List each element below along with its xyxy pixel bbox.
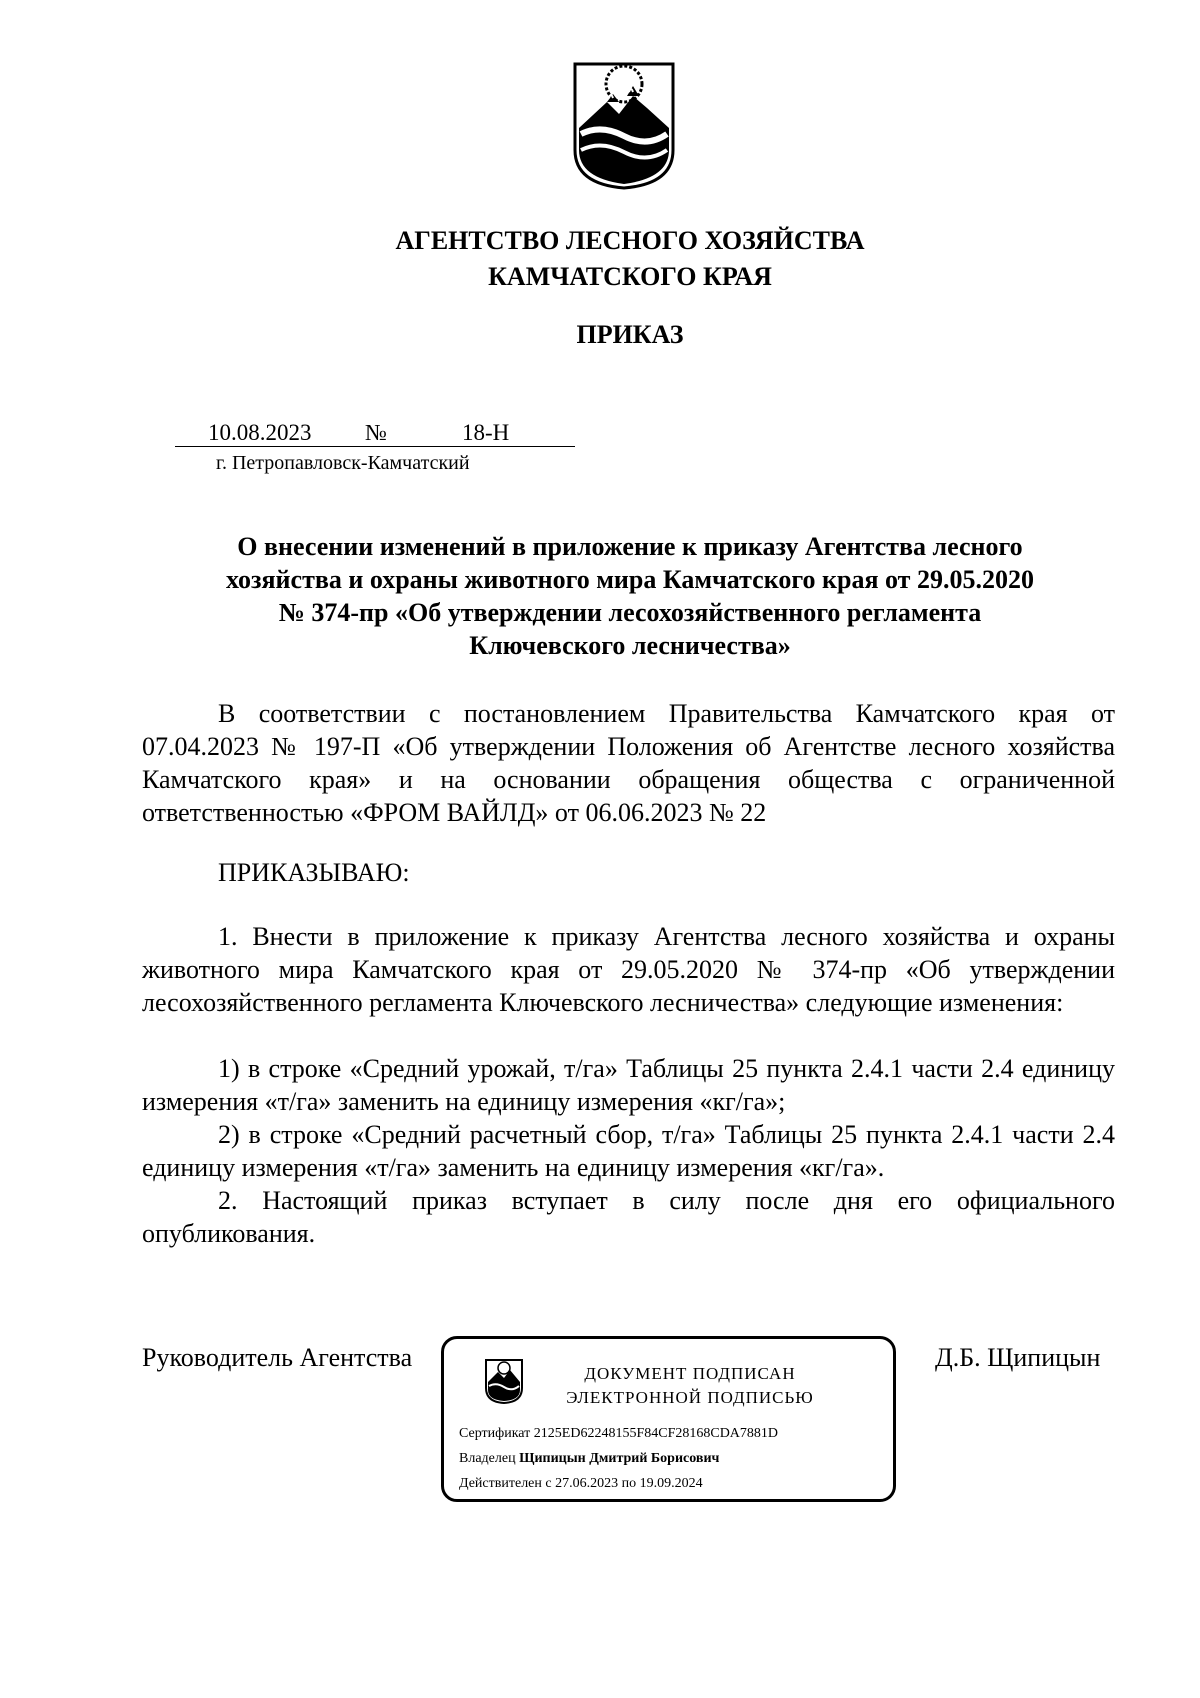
stamp-title-line1: ДОКУМЕНТ ПОДПИСАН	[584, 1364, 796, 1383]
agency-name-line2: КАМЧАТСКОГО КРАЯ	[488, 262, 772, 291]
subject-line: О внесении изменений в приложение к приказу Агентства лесного	[237, 532, 1023, 561]
item-2-paragraph: 2. Настоящий приказ вступает в силу после дня его официального опубликования.	[142, 1186, 1115, 1248]
valid-from-date: 27.06.2023	[555, 1476, 619, 1491]
city-label: г. Петропавловск-Камчатский	[216, 452, 470, 474]
preamble-paragraph: В соответствии с постановлением Правительства Камчатского края от 07.04.2023 № 197-П «Об утверждении Положения об Агентстве лесного хозяйства Камчатского края» и на основании обращения общества с ограниченной ответственностью «ФРОМ ВАЙЛД» от 06.06.2023 № 22	[142, 699, 1115, 827]
certificate-value: 2125ED62248155F84CF28168CDA7881D	[533, 1426, 779, 1441]
agency-name-line1: АГЕНТСТВО ЛЕСНОГО ХОЗЯЙСТВА	[395, 226, 865, 255]
subject-line: Ключевского лесничества»	[469, 631, 791, 660]
stamp-title-line2: ЭЛЕКТРОННОЙ ПОДПИСЬЮ	[566, 1388, 814, 1407]
order-number: 18-Н	[462, 420, 510, 445]
document-type-title: ПРИКАЗ	[576, 320, 684, 349]
order-subject	[150, 530, 1110, 662]
certificate-label: Сертификат	[459, 1426, 531, 1441]
valid-to-label: по	[621, 1476, 637, 1491]
kamchatka-emblem	[571, 58, 677, 190]
order-word: ПРИКАЗЫВАЮ:	[218, 858, 410, 887]
owner-value: Щипицын Дмитрий Борисович	[519, 1451, 720, 1466]
signatory-position: Руководитель Агентства	[142, 1343, 413, 1372]
stamp-owner	[459, 1451, 719, 1467]
order-date: 10.08.2023	[208, 420, 312, 445]
item-1-1-paragraph: 1) в строке «Средний урожай, т/га» Таблицы 25 пункта 2.4.1 части 2.4 единицу измерения «т/га» заменить на единицу измерения «кг/га»;	[142, 1054, 1115, 1116]
stamp-emblem-icon	[484, 1358, 524, 1404]
item-1-2-paragraph: 2) в строке «Средний расчетный сбор, т/га» Таблицы 25 пункта 2.4.1 части 2.4 единицу измерения «т/га» заменить на единицу измерения «кг/га».	[142, 1120, 1115, 1182]
item-1-paragraph: 1. Внести в приложение к приказу Агентства лесного хозяйства и охраны животного мира Камчатского края от 29.05.2020 № 374-пр «Об утверждении лесохозяйственного регламента Ключевского лесничества» следующие изменения:	[142, 922, 1115, 1017]
stamp-validity	[459, 1476, 703, 1492]
valid-to-date: 19.09.2024	[639, 1476, 703, 1491]
valid-from-label: Действителен с	[459, 1476, 552, 1491]
subject-line: хозяйства и охраны животного мира Камчатского края от 29.05.2020	[226, 565, 1034, 594]
subject-line: № 374-пр «Об утверждении лесохозяйственного регламента	[278, 598, 982, 627]
number-sign: №	[365, 420, 387, 445]
stamp-certificate	[459, 1426, 778, 1442]
owner-label: Владелец	[459, 1451, 516, 1466]
signatory-name: Д.Б. Щипицын	[935, 1343, 1101, 1372]
date-number-underline	[175, 446, 575, 447]
